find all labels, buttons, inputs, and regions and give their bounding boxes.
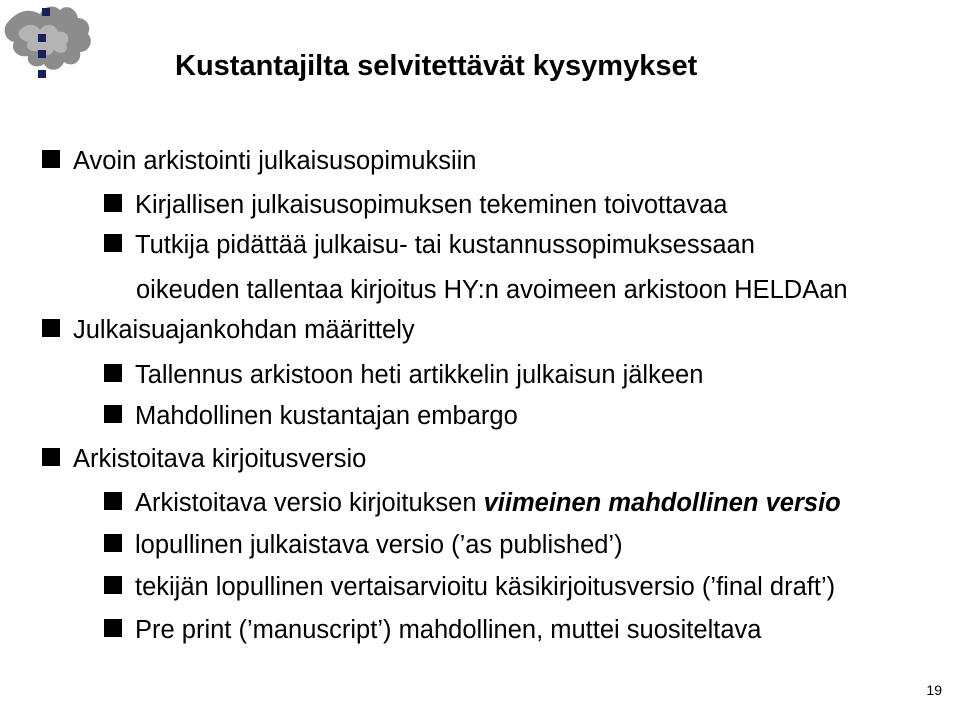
square-bullet-icon [104, 534, 122, 552]
list-item: lopullinen julkaistava versio (’as published’) [104, 530, 623, 560]
square-bullet-icon [104, 492, 122, 510]
list-item: Arkistoitava versio kirjoituksen viimeinen mahdollinen versio [104, 488, 841, 518]
square-bullet-icon [42, 319, 60, 337]
list-item: Pre print (’manuscript’) mahdollinen, muttei suositeltava [104, 615, 761, 645]
square-bullet-icon [104, 405, 122, 423]
square-bullet-icon [104, 234, 122, 252]
page-number: 19 [926, 682, 942, 698]
list-item: Avoin arkistointi julkaisusopimuksiin [42, 146, 476, 176]
slide-title: Kustantajilta selvitettävät kysymykset [175, 50, 698, 82]
list-item: Kirjallisen julkaisusopimuksen tekeminen toivottavaa [104, 190, 727, 220]
square-bullet-icon [42, 150, 60, 168]
square-bullet-icon [104, 619, 122, 637]
list-item: Julkaisuajankohdan määrittely [42, 315, 415, 345]
square-bullet-icon [104, 576, 122, 594]
emphasis-text: viimeinen mahdollinen versio [483, 489, 841, 517]
square-bullet-icon [104, 364, 122, 382]
list-item-continuation: oikeuden tallentaa kirjoitus HY:n avoimeen arkistoon HELDAan [136, 276, 848, 304]
list-item: Tutkija pidättää julkaisu- tai kustannussopimuksessaan [104, 230, 755, 260]
list-item: Mahdollinen kustantajan embargo [104, 401, 518, 431]
square-bullet-icon [42, 448, 60, 466]
square-bullet-icon [104, 194, 122, 212]
list-item: Arkistoitava kirjoitusversio [42, 444, 366, 474]
list-item: tekijän lopullinen vertaisarvioitu käsikirjoitusversio (’final draft’) [104, 572, 835, 602]
list-item: Tallennus arkistoon heti artikkelin julkaisun jälkeen [104, 360, 703, 390]
